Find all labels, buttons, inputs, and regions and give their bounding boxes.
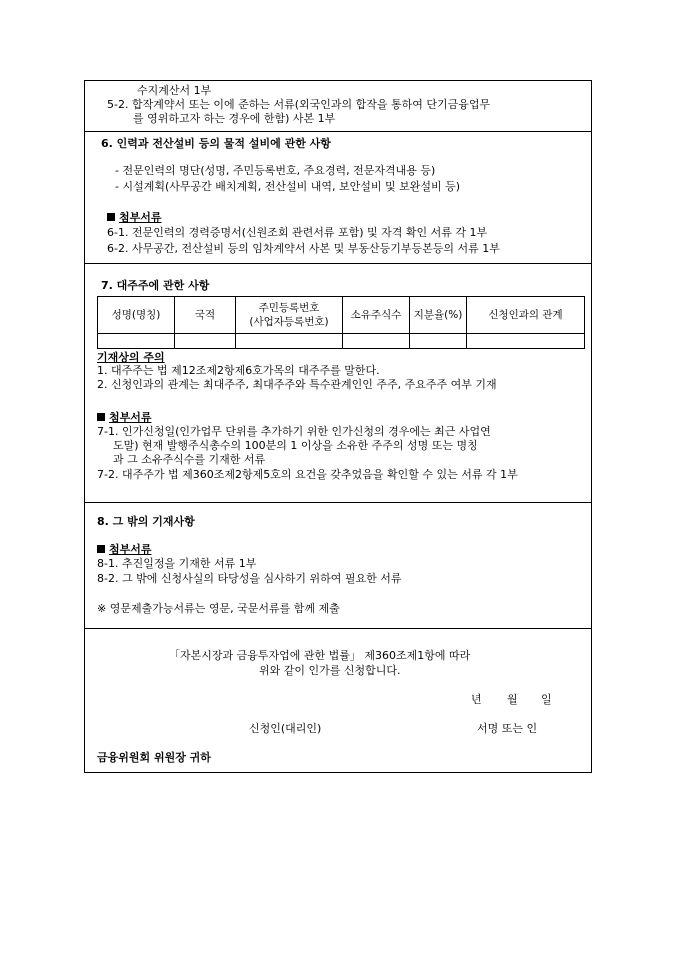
divider <box>85 628 591 629</box>
section7-note-1: 1. 대주주는 법 제12조제2항제6호가목의 대주주를 말한다. <box>97 364 380 377</box>
square-bullet-icon <box>107 213 115 221</box>
col-name: 성명(명칭) <box>98 297 175 334</box>
applicant-label: 신청인(대리인) <box>249 722 322 735</box>
declaration-line-2: 위와 같이 인가를 신청합니다. <box>259 664 401 677</box>
section5-line-b2: 를 영위하고자 하는 경우에 한함) 사본 1부 <box>133 112 336 125</box>
col-relationship: 신청인과의 관계 <box>467 297 585 334</box>
section7-attach-1-line-2: 도말) 현재 발행주식총수의 100분의 1 이상을 소유한 주주의 성명 또는 명칭 <box>113 439 478 452</box>
section7-note-2: 2. 신청인과의 관계는 최대주주, 최대주주와 특수관계인인 주주, 주요주주 여부 기재 <box>97 378 497 391</box>
divider <box>85 131 591 132</box>
col-share-ratio: 지분율(%) <box>410 297 467 334</box>
application-form <box>84 80 592 773</box>
divider <box>85 502 591 503</box>
section8-attach-title: 첨부서류 <box>97 543 152 557</box>
section6-attach-title: 첨부서류 <box>107 211 162 225</box>
col-nationality: 국적 <box>175 297 236 334</box>
col-registration-number: 주민등록번호 (사업자등록번호) <box>236 297 343 334</box>
signature-label: 서명 또는 인 <box>477 722 538 735</box>
square-bullet-icon <box>97 413 105 421</box>
section6-title: 6. 인력과 전산설비 등의 물적 설비에 관한 사항 <box>101 137 331 150</box>
section6-attach-1: 6-1. 전문인력의 경력증명서(신원조회 관련서류 포함) 및 자격 확인 서류 각 1부 <box>107 226 488 239</box>
section6-bullet-2: - 시설계획(사무공간 배치계획, 전산설비 내역, 보안설비 및 보완설비 등) <box>115 180 461 193</box>
date-month-label: 월 <box>507 693 518 706</box>
addressee: 금융위원회 위원장 귀하 <box>97 751 211 764</box>
section7-attach-1-line-3: 과 그 소유주식수를 기재한 서류 <box>113 453 266 466</box>
section7-attach-1-line-1: 7-1. 인가신청일(인가업무 단위를 추가하기 위한 인가신청의 경우에는 최근 사업연 <box>97 425 491 438</box>
section7-attach-title: 첨부서류 <box>97 411 152 425</box>
section5-line-a: 수지계산서 1부 <box>137 84 212 97</box>
square-bullet-icon <box>97 545 105 553</box>
col-shares-owned: 소유주식수 <box>343 297 410 334</box>
section8-attach-2: 8-2. 그 밖에 신청사실의 타당성을 심사하기 위하여 필요한 서류 <box>97 572 402 585</box>
declaration-line-1: 「자본시장과 금융투자업에 관한 법률」 제360조제1항에 따라 <box>169 649 471 662</box>
section7-attach-2: 7-2. 대주주가 법 제360조제2항제5호의 요건을 갖추었음을 확인할 수 있는 서류 각 1부 <box>97 468 518 481</box>
date-day-label: 일 <box>541 693 552 706</box>
section7-title: 7. 대주주에 관한 사항 <box>101 279 210 292</box>
section5-line-b1: 5-2. 합작계약서 또는 이에 준하는 서류(외국인과의 합작을 통하여 단기금융업무 <box>107 98 491 111</box>
divider <box>85 263 591 264</box>
section8-attach-1: 8-1. 추진일정을 기재한 서류 1부 <box>97 557 257 570</box>
section6-bullet-1: - 전문인력의 명단(성명, 주민등록번호, 주요경력, 전문자격내용 등) <box>115 164 436 177</box>
date-year-label: 년 <box>471 693 482 706</box>
section6-attach-2: 6-2. 사무공간, 전산설비 등의 임차계약서 사본 및 부동산등기부등본등의 서류 1부 <box>107 242 500 255</box>
major-shareholder-table <box>97 296 585 349</box>
section7-notes-title: 기재상의 주의 <box>97 351 165 364</box>
table-header-row <box>98 297 585 334</box>
section8-note: ※ 영문제출가능서류는 영문, 국문서류를 함께 제출 <box>97 602 340 615</box>
section8-title: 8. 그 밖의 기재사항 <box>97 515 195 528</box>
table-row <box>98 334 585 349</box>
